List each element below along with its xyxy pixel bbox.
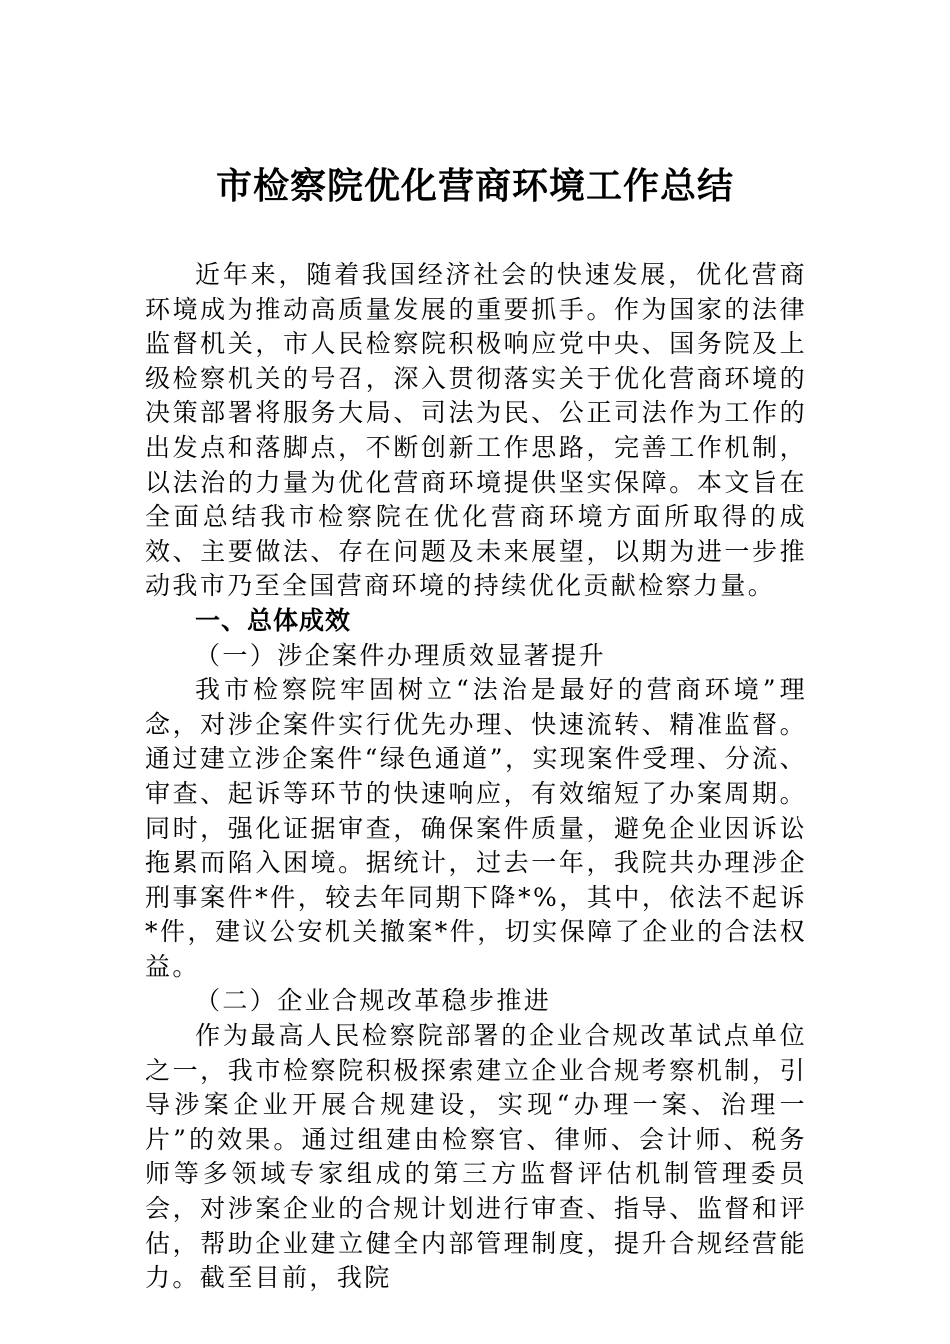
section-heading-overall-results: 一、总体成效 bbox=[195, 605, 352, 635]
subsection-heading-case-handling: （一）涉企案件办理质效显著提升 bbox=[195, 640, 607, 670]
compliance-reform-paragraph: 作为最高人民检察院部署的企业合规改革试点单位之一，我市检察院积极探索建立企业合规考察机制，引导涉案企业开展合规建设，实现“办理一案、治理一片”的效果。通过组建由检察官、律师、会计师、税务师等多领域专家组成的第三方监督评估机制管理委员会，对涉案企业的合规计划进行审查、指导、监督和评估，帮助企业建立健全内部管理制度，提升合规经营能力。截至目前，我院 bbox=[145, 1021, 807, 1293]
document-body bbox=[145, 258, 807, 1296]
intro-paragraph: 近年来，随着我国经济社会的快速发展，优化营商环境成为推动高质量发展的重要抓手。作为国家的法律监督机关，市人民检察院积极响应党中央、国务院及上级检察机关的号召，深入贯彻落实关于优化营商环境的决策部署将服务大局、司法为民、公正司法作为工作的出发点和落脚点，不断创新工作思路，完善工作机制，以法治的力量为优化营商环境提供坚实保障。本文旨在全面总结我市检察院在优化营商环境方面所取得的成效、主要做法、存在问题及未来展望，以期为进一步推动我市乃至全国营商环境的持续优化贡献检察力量。 bbox=[145, 260, 807, 601]
case-handling-paragraph: 我市检察院牢固树立“法治是最好的营商环境”理念，对涉企案件实行优先办理、快速流转、精准监督。通过建立涉企案件“绿色通道”，实现案件受理、分流、审查、起诉等环节的快速响应，有效缩短了办案周期。同时，强化证据审查，确保案件质量，避免企业因诉讼拖累而陷入困境。据统计，过去一年，我院共办理涉企刑事案件*件，较去年同期下降*%，其中，依法不起诉*件，建议公安机关撤案*件，切实保障了企业的合法权益。 bbox=[145, 675, 807, 981]
subsection-heading-compliance-reform: （二）企业合规改革稳步推进 bbox=[195, 986, 552, 1016]
document-title: 市检察院优化营商环境工作总结 bbox=[215, 165, 734, 207]
